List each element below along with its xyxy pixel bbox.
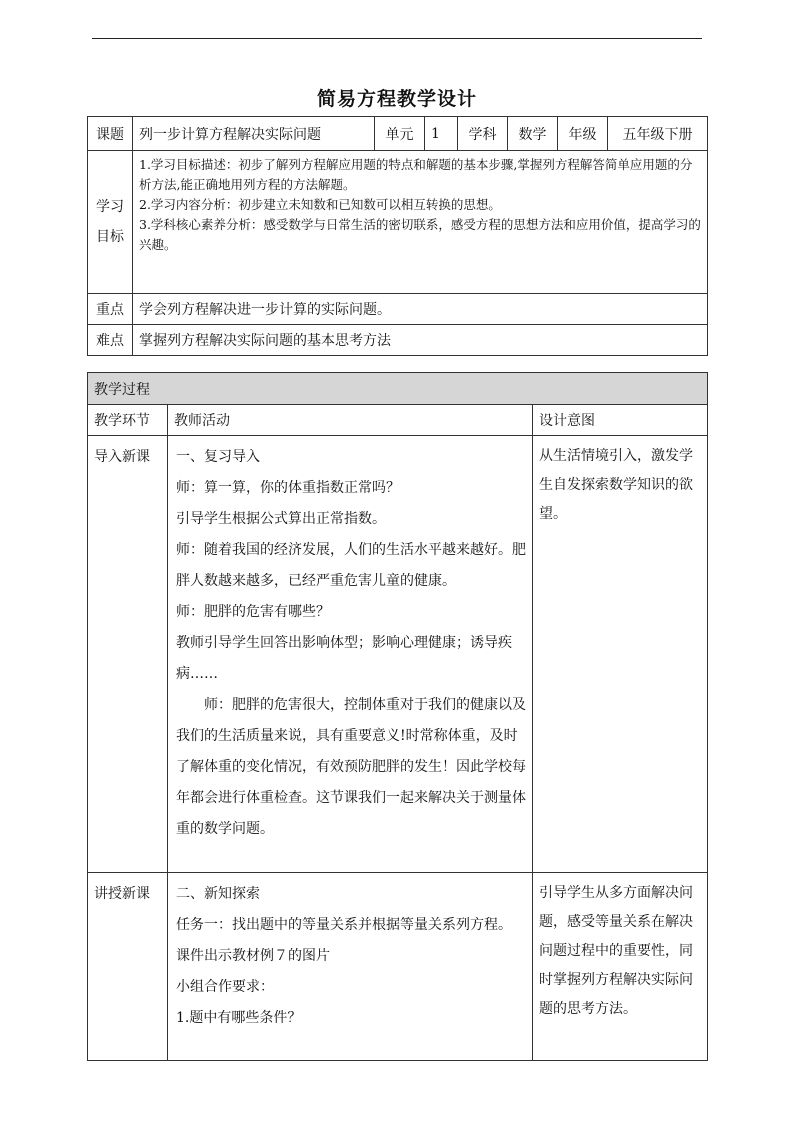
goals-label — [88, 151, 133, 294]
goal-item: 1.学习目标描述：初步了解列方程解应用题的特点和解题的基本步骤,掌握列方程解答简单应用题的分析方法,能正确地用列方程的方法解题。 — [139, 157, 693, 192]
stage-cell: 讲授新课 — [88, 873, 168, 1061]
column-header-teacher: 教师活动 — [168, 405, 533, 436]
teacher-activity-cell — [168, 873, 533, 1061]
goals-content — [133, 151, 708, 294]
subject-label: 学科 — [458, 117, 508, 151]
process-row-new-lesson — [88, 873, 708, 1061]
process-table — [87, 372, 708, 1061]
key-label: 重点 — [88, 294, 133, 325]
goal-item: 2.学习内容分析：初步建立未知数和已知数可以相互转换的思想。 — [139, 197, 501, 212]
activity-line: 师：肥胖的危害有哪些？ — [176, 604, 330, 620]
document-title: 简易方程教学设计 — [316, 88, 477, 110]
process-header-row — [88, 373, 708, 405]
unit-label: 单元 — [375, 117, 425, 151]
activity-line: 小组合作要求： — [176, 979, 274, 995]
process-row-intro — [88, 436, 708, 873]
activity-line: 课件出示教材例７的图片 — [176, 948, 330, 964]
design-intent-cell — [533, 436, 708, 873]
activity-line: 任务一：找出题中的等量关系并根据等量关系列方程。 — [176, 917, 512, 933]
goal-item: 3.学科核心素养分析：感受数学与日常生活的密切联系，感受方程的思想方法和应用价值，提高学习的兴趣。 — [139, 217, 701, 252]
activity-line: 1.题中有哪些条件？ — [176, 1010, 302, 1026]
topic-value: 列一步计算方程解决实际问题 — [133, 117, 375, 151]
header-rule — [92, 38, 702, 39]
goals-label-line: 目标 — [96, 229, 124, 245]
column-header-intent: 设计意图 — [533, 405, 708, 436]
grade-value: 五年级下册 — [608, 117, 708, 151]
activity-line: 师：算一算，你的体重指数正常吗？ — [176, 480, 400, 496]
process-header: 教学过程 — [88, 373, 708, 405]
subject-value: 数学 — [508, 117, 558, 151]
grade-label: 年级 — [558, 117, 608, 151]
teacher-activity-cell — [168, 436, 533, 873]
goals-label-line: 学习 — [96, 199, 124, 215]
activity-line: 引导学生根据公式算出正常指数。 — [176, 511, 386, 527]
difficulty-value: 掌握列方程解决实际问题的基本思考方法 — [133, 325, 708, 356]
info-row-difficulty — [88, 325, 708, 356]
activity-line: 师：随着我国的经济发展，人们的生活水平越来越好。肥胖人数越来越多，已经严重危害儿童的健康。 — [176, 542, 526, 589]
topic-label: 课题 — [88, 117, 133, 151]
activity-line: 教师引导学生回答出影响体型；影响心理健康；诱导疾病…… — [176, 635, 512, 682]
intent-text: 引导学生从多方面解决问题，感受等量关系在解决问题过程中的重要性，同时掌握列方程解决实际问题的思考方法。 — [539, 885, 693, 1017]
design-intent-cell — [533, 873, 708, 1061]
activity-line: 一、复习导入 — [176, 449, 260, 465]
difficulty-label: 难点 — [88, 325, 133, 356]
column-header-stage: 教学环节 — [88, 405, 168, 436]
unit-value: 1 — [425, 117, 458, 151]
key-value: 学会列方程解决进一步计算的实际问题。 — [133, 294, 708, 325]
activity-line: 师：肥胖的危害很大，控制体重对于我们的健康以及我们的生活质量来说，具有重要意义!时常称体重，及时了解体重的变化情况，有效预防肥胖的发生！因此学校每年都会进行体重检查。这节课我们一起来解决关于测量体重的数学问题。 — [176, 697, 526, 837]
activity-line: 二、新知探索 — [176, 886, 260, 902]
info-row-key — [88, 294, 708, 325]
intent-text: 从生活情境引入，激发学生自发探索数学知识的欲望。 — [539, 448, 693, 522]
info-row-topic — [88, 117, 708, 151]
column-header-row — [88, 405, 708, 436]
stage-cell: 导入新课 — [88, 436, 168, 873]
info-table — [87, 116, 708, 356]
info-row-goals — [88, 151, 708, 294]
